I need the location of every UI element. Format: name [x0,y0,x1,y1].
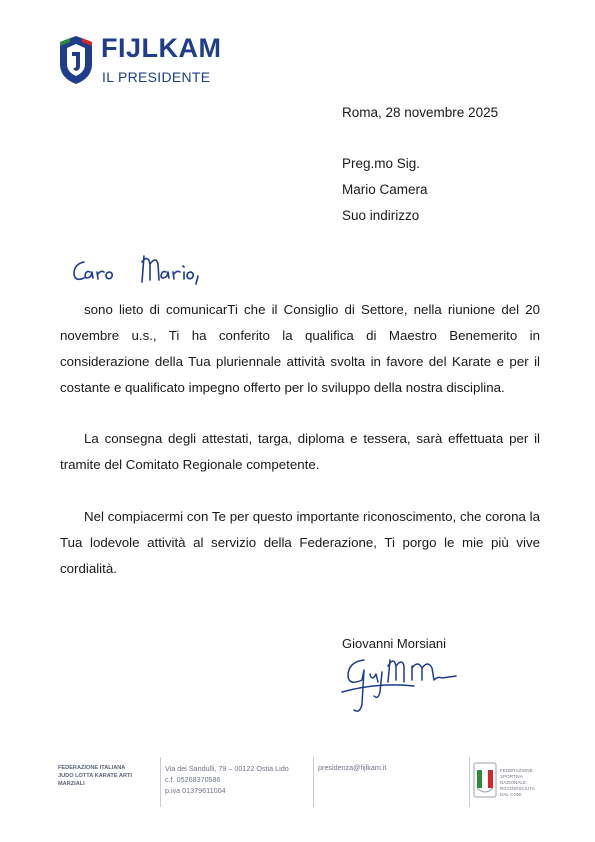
footer-address-line: Via dei Sandulli, 79 – 00122 Ostia Lido [165,764,289,773]
coni-caption-line: SPORTIVA NAZIONALE [500,774,527,785]
coni-badge-icon [473,762,497,798]
recipient-name: Mario Camera [342,182,428,197]
signer-name: Giovanni Morsiani [342,636,447,651]
letter-date: Roma, 28 novembre 2025 [342,105,499,120]
footer-divider [160,757,161,807]
footer-divider [469,757,470,807]
footer-address-line: p.iva 01379611004 [165,786,226,795]
coni-caption-line: FEDERAZIONE [500,768,533,773]
body-paragraph: sono lieto di comunicarTi che il Consiglio di Settore, nella riunione del 20 novembre u.s., Ti ha conferito la qualifica di Maestro Benemerito in considerazione della Tua pluriennale attività svolta in favore del Karate e per il costante e qualificato impegno offerto per lo sviluppo della nostra disciplina. [60,302,540,395]
footer-address-line: c.f. 05268370586 [165,775,221,784]
coni-caption-line: RICONOSCIUTA [500,786,535,791]
footer-email[interactable]: presidenza@fijlkam.it [318,763,387,772]
fijlkam-logo-icon [56,34,96,86]
recipient-salutation: Preg.mo Sig. [342,156,421,171]
handwritten-greeting [70,252,220,292]
body-paragraph: Nel compiacermi con Te per questo importante riconoscimento, che corona la Tua lodevole attività al servizio della Federazione, Ti porgo le mie più vive cordialità. [60,509,540,576]
coni-caption [500,768,548,798]
recipient-address: Suo indirizzo [342,208,420,223]
footer-address [165,763,289,796]
footer-organization [58,764,153,788]
footer-org-line: FEDERAZIONE ITALIANA [58,765,126,771]
brand-name: FIJLKAM [101,33,222,63]
body-paragraph: La consegna degli attestati, targa, diploma e tessera, sarà effettuata per il tramite del Comitato Regionale competente. [60,431,540,472]
brand-subtitle: IL PRESIDENTE [102,69,211,85]
footer-org-line: JUDO LOTTA KARATE ARTI MARZIALI [58,773,132,787]
coni-caption-line: DAL CONI [500,792,522,797]
footer-divider [313,757,314,807]
handwritten-signature [338,652,468,718]
